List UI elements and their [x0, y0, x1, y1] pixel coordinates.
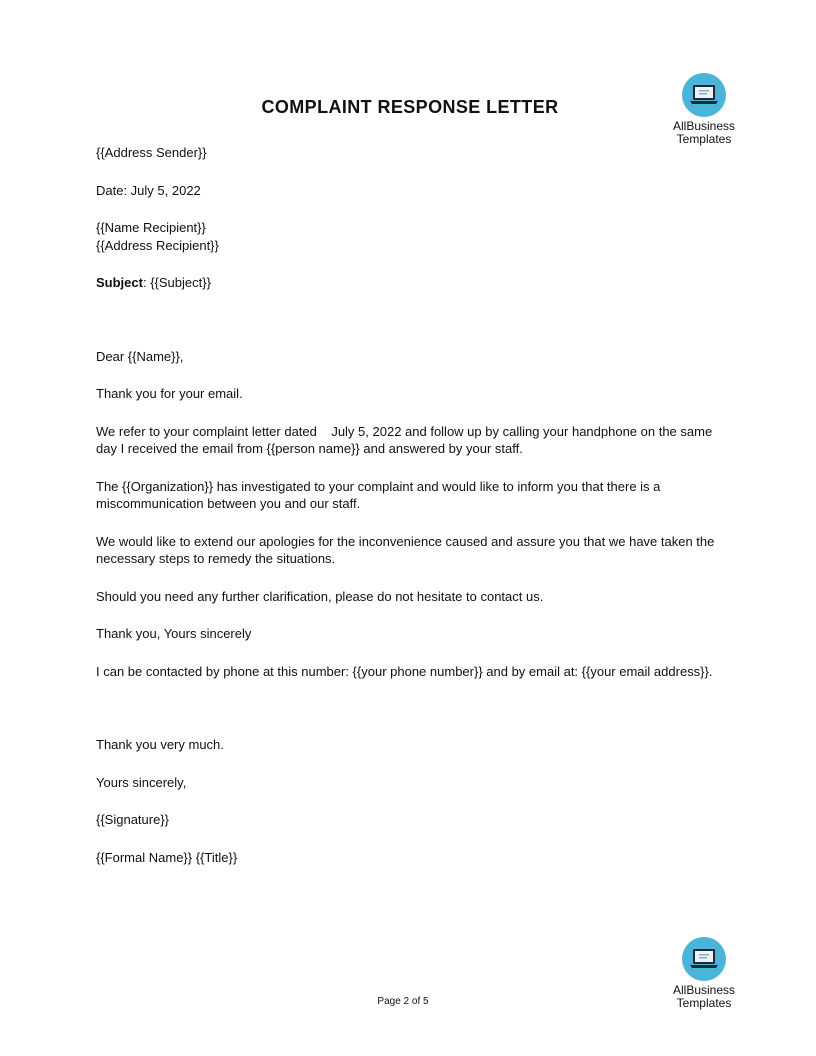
paragraph-2: We refer to your complaint letter dated July 5, 2022 and follow up by calling your handphone on the same day I received the email from {{person name}} and answered by your staff.: [96, 423, 716, 456]
subject-value: : {{Subject}}: [142, 275, 211, 290]
address-recipient: {{Address Recipient}}: [96, 237, 219, 253]
paragraph-3: The {{Organization}} has investigated to your complaint and would like to inform you that there is a miscommunication between you and our staff.: [96, 478, 661, 511]
name-recipient: {{Name Recipient}}: [96, 220, 206, 235]
signature: {{Signature}}: [96, 812, 170, 827]
subject-line: [96, 274, 726, 292]
logo-line1: AllBusiness: [672, 119, 736, 133]
laptop-icon: [681, 936, 727, 982]
laptop-icon: [681, 72, 727, 118]
letter-body: [96, 144, 726, 866]
salutation: Dear {{Name}},: [96, 348, 184, 364]
allbusiness-logo-top: [656, 72, 752, 146]
closing-sincerely: Yours sincerely,: [96, 774, 187, 790]
document-title: COMPLAINT RESPONSE LETTER: [261, 97, 559, 117]
page-number: Page 2 of 5: [377, 996, 429, 1007]
subject-label: Subject: [96, 275, 143, 290]
address-sender: {{Address Sender}}: [96, 145, 207, 160]
logo-line2: Templates: [676, 132, 732, 146]
paragraph-7: I can be contacted by phone at this number: {{your phone number}} and by email at: {{your email address}}.: [96, 663, 713, 679]
letter-date: Date: July 5, 2022: [96, 182, 201, 198]
logo-line2: Templates: [676, 996, 732, 1010]
paragraph-5: Should you need any further clarification, please do not hesitate to contact us.: [96, 588, 544, 604]
paragraph-4: We would like to extend our apologies for the inconvenience caused and assure you that we have taken the necessary steps to remedy the situations.: [96, 533, 715, 566]
closing-thanks: Thank you very much.: [96, 737, 224, 752]
logo-line1: AllBusiness: [672, 983, 736, 997]
paragraph-1: Thank you for your email.: [96, 386, 243, 401]
formal-name: {{Formal Name}} {{Title}}: [96, 849, 238, 865]
paragraph-6: Thank you, Yours sincerely: [96, 626, 252, 641]
